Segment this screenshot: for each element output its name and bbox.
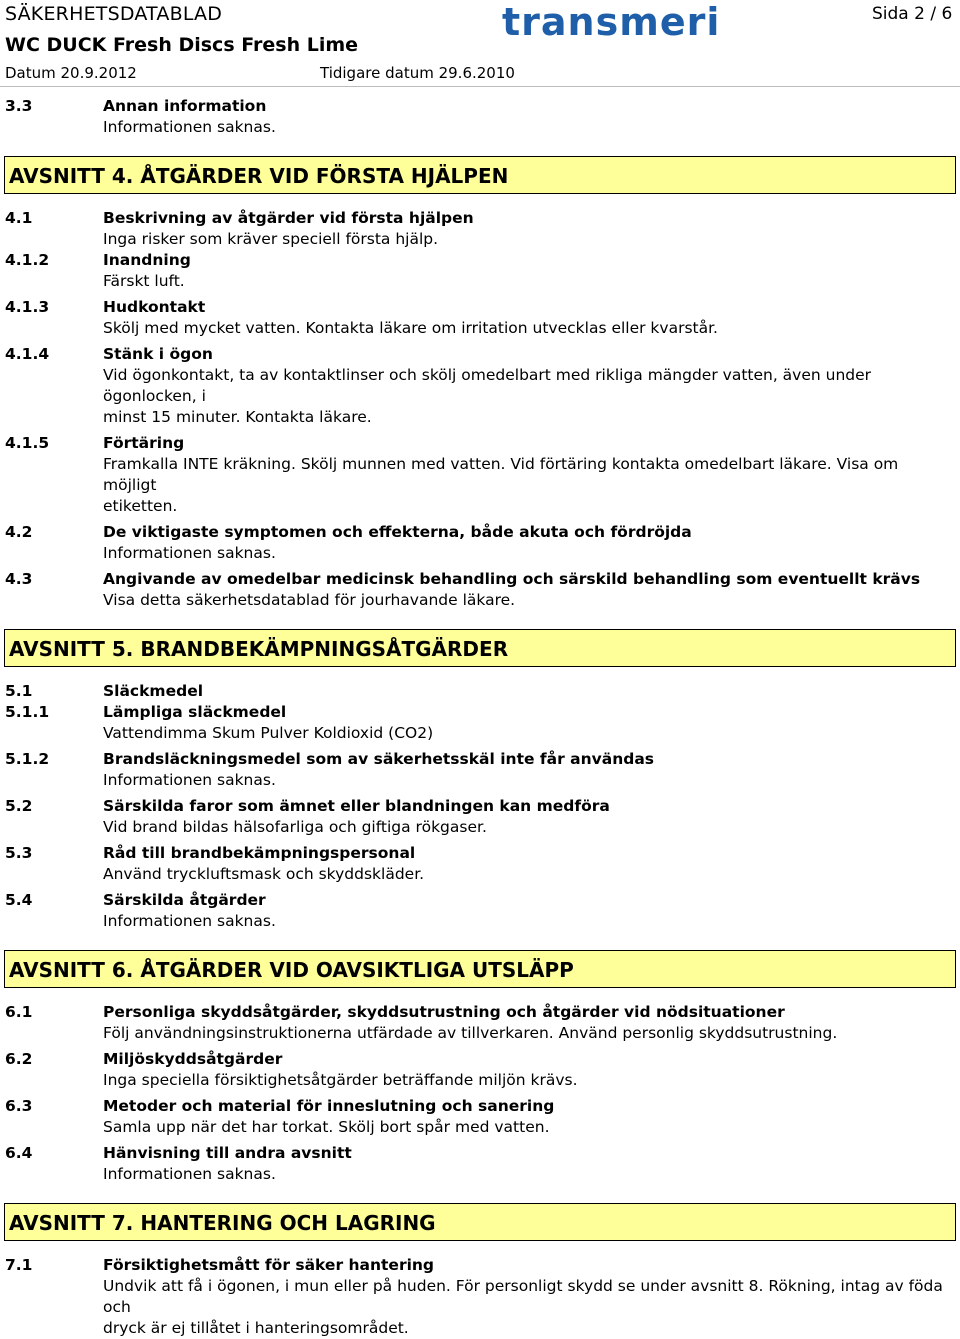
item-text: Använd tryckluftsmask och skyddskläder. [103, 865, 425, 883]
item-number: 3.3 [5, 97, 33, 115]
item-text: Vid brand bildas hälsofarliga och giftiga rökgaser. [103, 818, 487, 836]
item-number: 5.1.2 [5, 750, 50, 768]
item-text: Skölj med mycket vatten. Kontakta läkare om irritation utvecklas eller kvarstår. [103, 319, 718, 337]
item-4-1-2 [5, 250, 955, 292]
item-title: De viktigaste symptomen och effekterna, både akuta och fördröjda [103, 523, 692, 541]
item-5-1-1 [5, 702, 955, 744]
section-6-heading: AVSNITT 6. ÅTGÄRDER VID OAVSIKTLIGA UTSLÄPP [4, 950, 956, 988]
item-number: 4.1.3 [5, 298, 50, 316]
item-text-continued: minst 15 minuter. Kontakta läkare. [103, 408, 372, 426]
item-title: Försiktighetsmått för säker hantering [103, 1256, 435, 1274]
item-number: 4.1.5 [5, 434, 50, 452]
item-number: 6.2 [5, 1050, 33, 1068]
item-title: Metoder och material för inneslutning och sanering [103, 1097, 555, 1115]
section-4-heading: AVSNITT 4. ÅTGÄRDER VID FÖRSTA HJÄLPEN [4, 156, 956, 194]
item-text: Visa detta säkerhetsdatablad för jourhavande läkare. [103, 591, 516, 609]
section-7-heading: AVSNITT 7. HANTERING OCH LAGRING [4, 1203, 956, 1241]
item-text: Informationen saknas. [103, 118, 276, 136]
item-title: Lämpliga släckmedel [103, 703, 287, 721]
item-text: Vid ögonkontakt, ta av kontaktlinser och skölj omedelbart med rikliga mängder vatten, även under ögonlocken, i [103, 366, 872, 405]
item-4-1-3 [5, 297, 955, 339]
item-title: Förtäring [103, 434, 185, 452]
item-text: Inga speciella försiktighetsåtgärder beträffande miljön krävs. [103, 1071, 578, 1089]
item-text-continued: etiketten. [103, 497, 178, 515]
item-title: Hudkontakt [103, 298, 206, 316]
item-5-3 [5, 843, 955, 885]
item-text-continued: dryck är ej tillåtet i hanteringsområdet. [103, 1319, 409, 1337]
item-text: Undvik att få i ögonen, i mun eller på huden. För personligt skydd se under avsnitt 8. Rökning, intag av föda och [103, 1277, 943, 1316]
item-number: 4.1.4 [5, 345, 50, 363]
item-4-3 [5, 569, 955, 611]
product-name: WC DUCK Fresh Discs Fresh Lime [5, 34, 359, 56]
item-number: 6.1 [5, 1003, 33, 1021]
item-number: 7.1 [5, 1256, 33, 1274]
item-4-1-5 [5, 433, 955, 517]
item-6-2 [5, 1049, 955, 1091]
transmeri-logo [500, 5, 730, 45]
document-body [0, 96, 960, 1339]
item-text: Inga risker som kräver speciell första hjälp. [103, 230, 439, 248]
item-title: Släckmedel [103, 682, 204, 700]
item-5-4 [5, 890, 955, 932]
item-title: Annan information [103, 97, 267, 115]
item-number: 5.1.1 [5, 703, 50, 721]
item-title: Särskilda åtgärder [103, 891, 266, 909]
item-4-2 [5, 522, 955, 564]
issue-date: Datum 20.9.2012 [5, 64, 137, 82]
item-6-1 [5, 1002, 955, 1044]
item-number: 5.4 [5, 891, 33, 909]
item-text: Färskt luft. [103, 272, 185, 290]
item-number: 5.2 [5, 797, 33, 815]
item-text: Följ användningsinstruktionerna utfärdade av tillverkaren. Använd personlig skyddsutrustning. [103, 1024, 838, 1042]
document-type: SÄKERHETSDATABLAD [5, 3, 223, 25]
item-text: Informationen saknas. [103, 771, 276, 789]
item-number: 4.3 [5, 570, 33, 588]
item-title: Personliga skyddsåtgärder, skyddsutrustning och åtgärder vid nödsituationer [103, 1003, 785, 1021]
page-header [0, 0, 960, 90]
item-number: 5.1 [5, 682, 33, 700]
item-number: 4.2 [5, 523, 33, 541]
item-text: Framkalla INTE kräkning. Skölj munnen med vatten. Vid förtäring kontakta omedelbart läkare. Visa om möjligt [103, 455, 899, 494]
item-6-3 [5, 1096, 955, 1138]
item-7-1 [5, 1255, 955, 1339]
item-number: 6.3 [5, 1097, 33, 1115]
item-title: Stänk i ögon [103, 345, 213, 363]
item-title: Beskrivning av åtgärder vid första hjälpen [103, 209, 474, 227]
item-number: 6.4 [5, 1144, 33, 1162]
item-text: Informationen saknas. [103, 544, 276, 562]
item-number: 4.1 [5, 209, 33, 227]
item-6-4 [5, 1143, 955, 1185]
item-text: Informationen saknas. [103, 912, 276, 930]
item-title: Brandsläckningsmedel som av säkerhetsskäl inte får användas [103, 750, 655, 768]
page-number: Sida 2 / 6 [872, 4, 953, 24]
item-title: Särskilda faror som ämnet eller blandningen kan medföra [103, 797, 610, 815]
item-title: Angivande av omedelbar medicinsk behandling och särskild behandling som eventuellt krävs [103, 570, 921, 588]
item-title: Hänvisning till andra avsnitt [103, 1144, 352, 1162]
item-number: 4.1.2 [5, 251, 50, 269]
item-3-3 [5, 96, 955, 138]
section-5-heading: AVSNITT 5. BRANDBEKÄMPNINGSÅTGÄRDER [4, 629, 956, 667]
item-text: Vattendimma Skum Pulver Koldioxid (CO2) [103, 724, 434, 742]
item-4-1-4 [5, 344, 955, 428]
item-4-1 [5, 208, 955, 250]
previous-date: Tidigare datum 29.6.2010 [320, 64, 515, 82]
item-5-1 [5, 681, 955, 702]
svg-text:transmeri: transmeri [502, 5, 721, 41]
item-title: Råd till brandbekämpningspersonal [103, 844, 416, 862]
item-number: 5.3 [5, 844, 33, 862]
item-title: Miljöskyddsåtgärder [103, 1050, 283, 1068]
header-divider [0, 86, 960, 87]
item-5-1-2 [5, 749, 955, 791]
item-text: Informationen saknas. [103, 1165, 276, 1183]
item-text: Samla upp när det har torkat. Skölj bort spår med vatten. [103, 1118, 550, 1136]
item-title: Inandning [103, 251, 191, 269]
item-5-2 [5, 796, 955, 838]
